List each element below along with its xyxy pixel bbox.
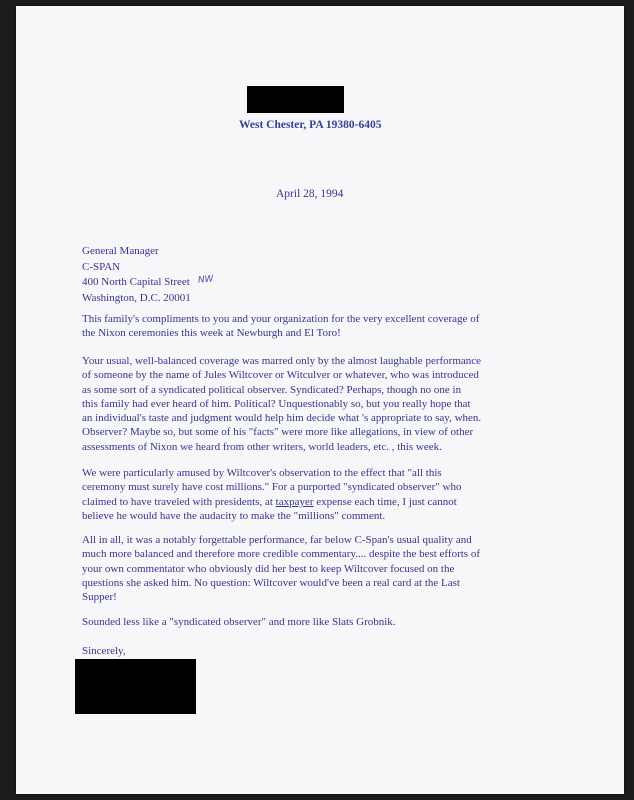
text-line: Your usual, well-balanced coverage was marred only by the almost laughable performance	[82, 355, 482, 367]
underlined-word: taxpayer	[275, 495, 314, 508]
text-line: your own commentator who obviously did her best to keep Wiltcover focused on the	[82, 562, 455, 575]
recipient-line: Washington, D.C. 20001	[82, 291, 191, 304]
text-line: Observer? Maybe so, but some of his "facts" were more like allegations, in view of other	[82, 426, 474, 439]
recipient-address	[82, 244, 213, 306]
text-line: This family's compliments to you and your organization for the very excellent coverage of	[82, 313, 480, 325]
text-line: of someone by the name of Jules Wiltcover or Witculver or whatever, who was introduced	[82, 369, 479, 382]
text-line: questions she asked him. No question: Wiltcover would've been a real card at the Last	[82, 576, 460, 589]
text-line: the Nixon ceremonies this week at Newburgh and El Toro!	[82, 327, 341, 340]
text-line: Supper!	[82, 591, 117, 604]
paragraph-compliments	[82, 312, 479, 341]
text-line: All in all, it was a notably forgettable performance, far below C-Span's usual quality and	[82, 534, 472, 546]
text-line: assessments of Nixon we heard from other writers, world leaders, etc. , this week.	[82, 440, 442, 453]
text-line: We were particularly amused by Wiltcover's observation to the effect that "all this	[82, 467, 442, 479]
paragraph-summary	[82, 533, 480, 604]
closing-salutation: Sincerely,	[82, 645, 126, 657]
sender-address: West Chester, PA 19380-6405	[239, 119, 382, 131]
recipient-line: C-SPAN	[82, 260, 121, 273]
recipient-line	[82, 275, 213, 291]
letter-page	[16, 6, 624, 794]
redacted-sender-name	[247, 86, 344, 113]
text-line: believe he would have the audacity to make the "millions" comment.	[82, 509, 386, 522]
paragraph-millions	[82, 466, 461, 523]
text-line: as some sort of a syndicated political observer. Syndicated? Perhaps, though no one in	[82, 383, 462, 396]
recipient-line: General Manager	[82, 245, 159, 257]
paragraph-slats: Sounded less like a "syndicated observer" and more like Slats Grobnik.	[82, 616, 396, 628]
text-line: ceremony must surely have cost millions." For a purported "syndicated observer" who	[82, 481, 462, 494]
text-fragment: expense each time, I just cannot	[313, 495, 457, 508]
text-line	[82, 495, 461, 509]
text-fragment: claimed to have traveled with presidents, at	[82, 495, 276, 508]
letter-date: April 28, 1994	[276, 188, 344, 200]
redacted-signature	[75, 659, 196, 714]
text-line: much more balanced and therefore more credible commentary.... despite the best efforts of	[82, 548, 480, 561]
paragraph-criticism	[82, 354, 481, 454]
recipient-street: 400 North Capital Street	[82, 276, 190, 288]
handwritten-nw-note: NW	[197, 274, 214, 286]
text-line: an individual's taste and judgment would help him decide what 's appropriate to say, when.	[82, 412, 482, 425]
text-line: this family had ever heard of him. Political? Unquestionably so, but you really hope that	[82, 397, 471, 410]
